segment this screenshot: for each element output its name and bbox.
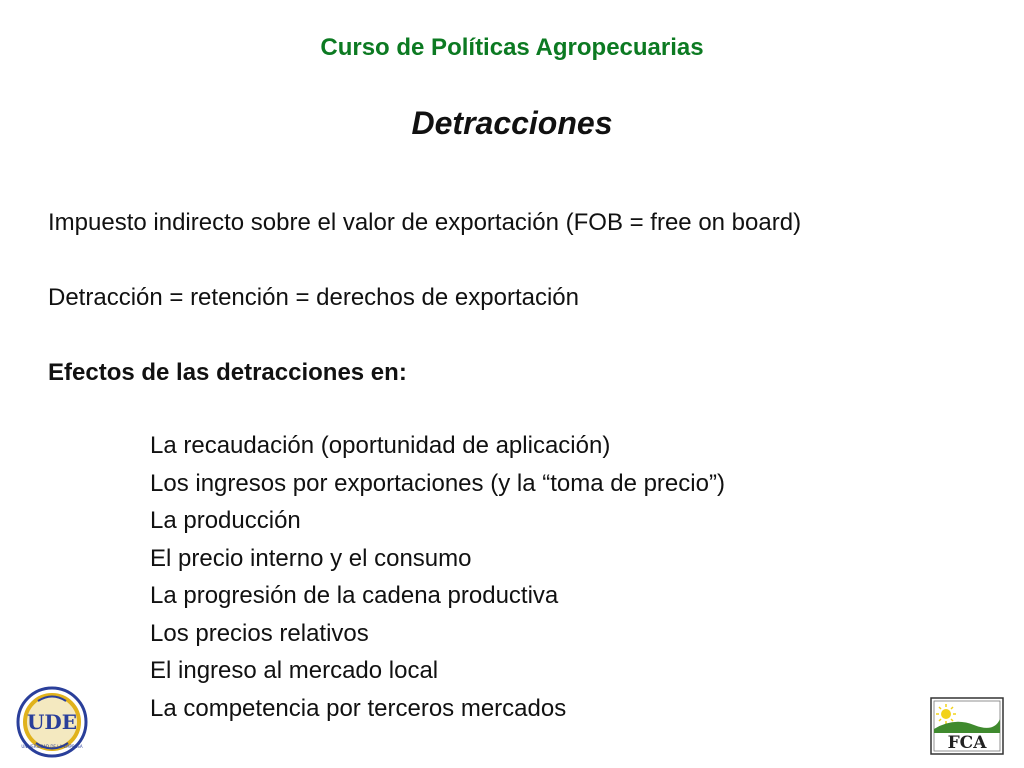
effects-list-item: La competencia por terceros mercados: [150, 694, 567, 722]
effects-list-item: La progresión de la cadena productiva: [150, 582, 559, 609]
sun-icon: [936, 704, 956, 724]
course-title: Curso de Políticas Agropecuarias: [320, 34, 704, 61]
slide-title: Detracciones: [411, 105, 613, 141]
fca-logo: [930, 697, 1004, 755]
equivalence-paragraph: Detracción = retención = derechos de exportación: [48, 284, 579, 311]
ude-logo-text: UDE: [26, 710, 78, 734]
fca-logo-text: FCA: [947, 733, 987, 753]
effects-list-item: El precio interno y el consumo: [150, 544, 472, 572]
effects-list-item: La recaudación (oportunidad de aplicación): [150, 432, 611, 459]
effects-list-item: Los ingresos por exportaciones (y la “toma de precio”): [150, 469, 725, 497]
effects-list-item: El ingreso al mercado local: [150, 657, 439, 684]
effects-list-item: La producción: [150, 507, 301, 534]
ude-logo: [16, 686, 88, 758]
ude-logo-ring-text: UNIVERSIDAD DE LA EMPRESA: [21, 744, 83, 749]
definition-paragraph: Impuesto indirecto sobre el valor de exportación (FOB = free on board): [48, 209, 802, 236]
effects-heading: Efectos de las detracciones en:: [48, 359, 407, 386]
effects-list: [150, 431, 725, 731]
effects-list-item: Los precios relativos: [150, 619, 369, 647]
